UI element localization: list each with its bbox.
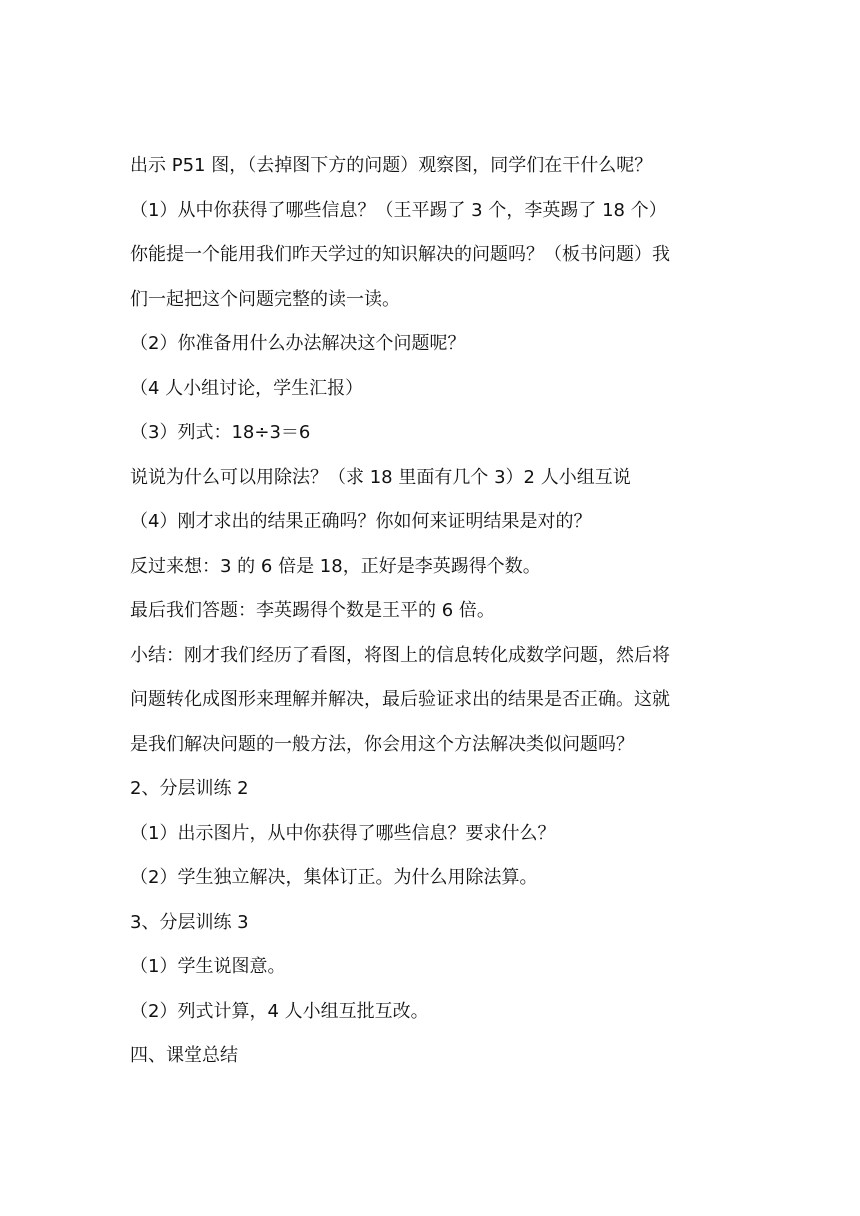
paragraph-line: （2）列式计算，4 人小组互批互改。 bbox=[130, 1000, 429, 1022]
paragraph-line: 出示 P51 图，（去掉图下方的问题）观察图，同学们在干什么呢？ bbox=[130, 155, 653, 176]
paragraph-line: （2）你准备用什么办法解决这个问题呢？ bbox=[130, 333, 466, 354]
paragraph-line: （1）从中你获得了哪些信息？（王平踢了 3 个，李英踢了 18 个） bbox=[130, 199, 667, 221]
paragraph-line: （4）刚才求出的结果正确吗？你如何来证明结果是对的？ bbox=[130, 511, 592, 532]
paragraph-line: 小结：刚才我们经历了看图，将图上的信息转化成数学问题，然后将 bbox=[130, 644, 670, 666]
paragraph-line: 们一起把这个问题完整的读一读。 bbox=[130, 288, 400, 310]
paragraph-line: 是我们解决问题的一般方法，你会用这个方法解决类似问题吗？ bbox=[130, 733, 634, 755]
paragraph-line: 最后我们答题：李英踢得个数是王平的 6 倍。 bbox=[130, 600, 495, 621]
paragraph-line: （4 人小组讨论，学生汇报） bbox=[130, 377, 364, 399]
document-body bbox=[130, 153, 740, 1088]
paragraph-line: 问题转化成图形来理解并解决，最后验证求出的结果是否正确。这就 bbox=[130, 689, 670, 710]
paragraph-line: （2）学生独立解决，集体订正。为什么用除法算。 bbox=[130, 867, 538, 888]
paragraph-line: （1）学生说图意。 bbox=[130, 956, 286, 977]
paragraph-line: （3）列式：18÷3＝6 bbox=[130, 422, 311, 443]
section-heading: 3、分层训练 3 bbox=[130, 911, 249, 933]
paragraph-line: 反过来想：3 的 6 倍是 18，正好是李英踢得个数。 bbox=[130, 555, 541, 577]
section-heading: 四、课堂总结 bbox=[130, 1045, 238, 1066]
section-heading: 2、分层训练 2 bbox=[130, 778, 249, 799]
paragraph-line: 说说为什么可以用除法？（求 18 里面有几个 3）2 人小组互说 bbox=[130, 466, 631, 488]
paragraph-line: （1）出示图片，从中你获得了哪些信息？要求什么？ bbox=[130, 822, 556, 844]
paragraph-line: 你能提一个能用我们昨天学过的知识解决的问题吗？（板书问题）我 bbox=[130, 244, 670, 265]
